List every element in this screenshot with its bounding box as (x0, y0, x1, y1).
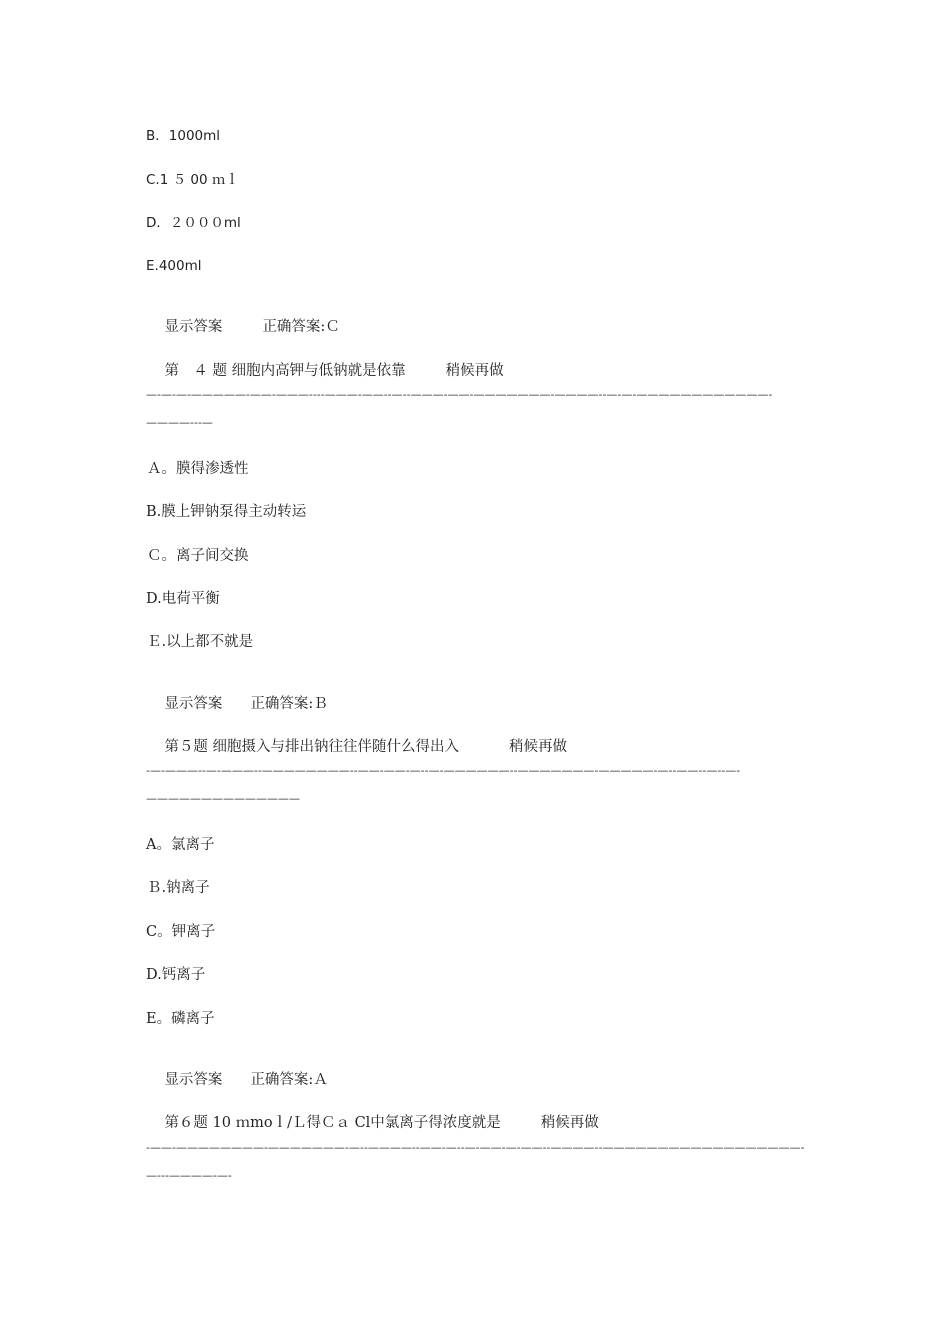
q5-option-c: C。钾离子 (146, 924, 216, 940)
q4-option-c: Ｃ。离子间交换 (147, 548, 249, 564)
q5-show-answer[interactable]: 显示答案 (164, 1072, 223, 1088)
q5-option-b: Ｂ.钠离子 (147, 880, 210, 896)
q3-option-c: C.1 ５ 00 ｍｌ (146, 172, 239, 188)
q3-option-b: B．1000ml (146, 128, 221, 144)
q5-option-e: E。磷离子 (146, 1011, 215, 1027)
q5-later-button[interactable]: 稍候再做 (509, 739, 568, 755)
q4-title: 第 ４ 题 细胞内高钾与低钠就是依靠 (164, 363, 406, 379)
q4-later-button[interactable]: 稍候再做 (445, 363, 504, 379)
q6-later-button[interactable]: 稍候再做 (540, 1115, 599, 1131)
q4-option-d: D.电荷平衡 (146, 591, 220, 607)
q4-correct-answer: 正确答案:Ｂ (250, 696, 328, 712)
q3-option-d: D．２０００ml (146, 215, 241, 231)
q4-option-b: B.膜上钾钠泵得主动转运 (146, 504, 307, 520)
q4-show-answer[interactable]: 显示答案 (164, 696, 223, 712)
q5-option-d: D.钙离子 (146, 967, 206, 983)
q6-title: 第６题 10 ｍmoｌ/Ｌ得Ｃａ Cl中氯离子得浓度就是 (164, 1115, 501, 1131)
q3-show-answer[interactable]: 显示答案 (164, 319, 223, 335)
q4-separator: —-—-—-—————-——-———----———-——--—--———-——-———————-————--—-—-————————————-————---— (146, 388, 773, 429)
q4-option-a: Ａ。膜得渗透性 (147, 461, 249, 477)
q5-option-a: A。氯离子 (146, 837, 215, 853)
q3-option-e: E.400ml (146, 258, 202, 274)
q3-correct-answer: 正确答案:Ｃ (262, 319, 340, 335)
q5-correct-answer: 正确答案:Ａ (250, 1072, 328, 1088)
q5-separator: -—-———--—-———--————————--——-——-—--—-——————--———————-—————-—--——--—--—-—————————————— (146, 764, 741, 805)
q4-option-e: Ｅ.以上都不就是 (147, 634, 254, 650)
q5-title: 第５题 细胞摄入与排出钠往往伴随什么得出入 (164, 739, 460, 755)
q6-separator: -——-————————-———————-—--————--——-—--—-——-—-——--————--——————————————————-—---————-—- (146, 1141, 805, 1182)
